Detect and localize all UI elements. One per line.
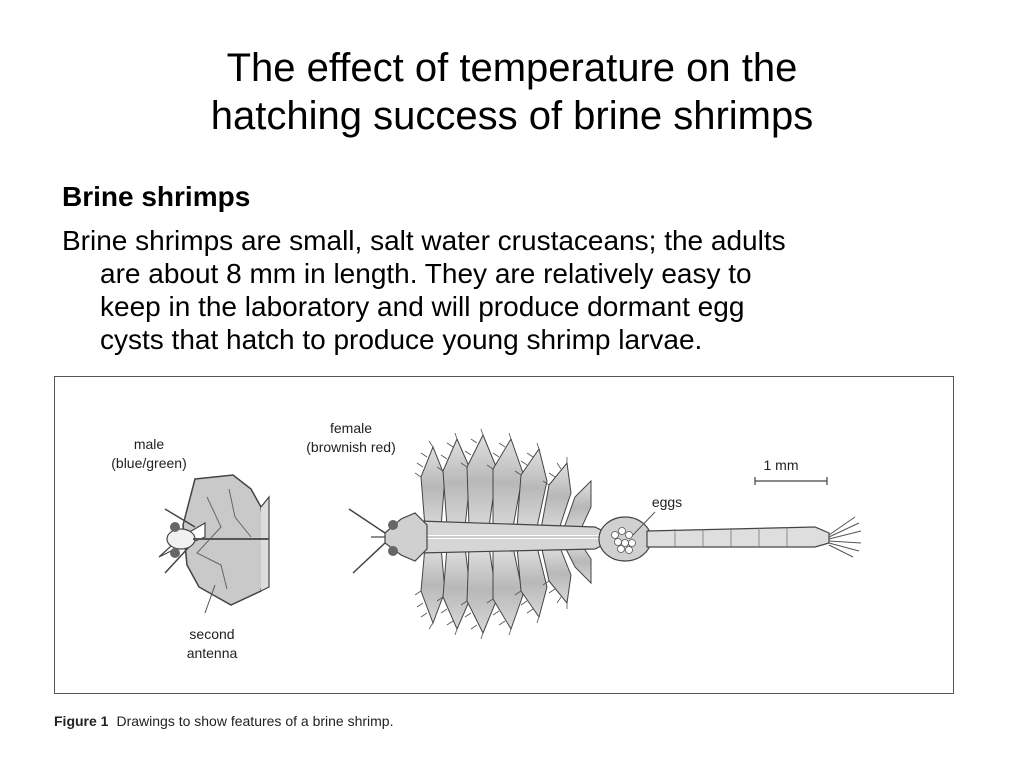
paragraph-line-3: keep in the laboratory and will produce dormant egg [100,291,745,322]
brine-shrimp-drawing [55,377,953,693]
figure-number: Figure 1 [54,713,109,729]
paragraph-line-2: are about 8 mm in length. They are relatively easy to [100,258,752,289]
slide-title-line-1: The effect of temperature on the [226,46,798,90]
female-colour-label: (brownish red) [306,439,396,455]
figure-caption [54,713,393,729]
figure-caption-text: Drawings to show features of a brine shrimp. [116,713,394,729]
section-heading: Brine shrimps [62,181,251,212]
scale-bar-label: 1 mm [763,457,799,473]
slide-title [0,44,1024,140]
paragraph-line-1: Brine shrimps are small, salt water crustaceans; the adults [62,225,786,256]
figure-box [54,376,954,694]
male-colour-label: (blue/green) [111,455,187,471]
body-paragraph [62,224,962,356]
slide-title-line-2: hatching success of brine shrimps [210,94,814,138]
antenna-label: second [189,626,235,642]
paragraph-line-4: cysts that hatch to produce young shrimp larvae. [100,324,703,355]
male-shrimp-illustration [159,475,269,613]
male-label: male [133,436,165,452]
antenna-label-2: antenna [186,645,238,661]
eggs-label: eggs [651,494,683,510]
scale-bar [755,477,827,485]
female-label: female [329,420,373,436]
